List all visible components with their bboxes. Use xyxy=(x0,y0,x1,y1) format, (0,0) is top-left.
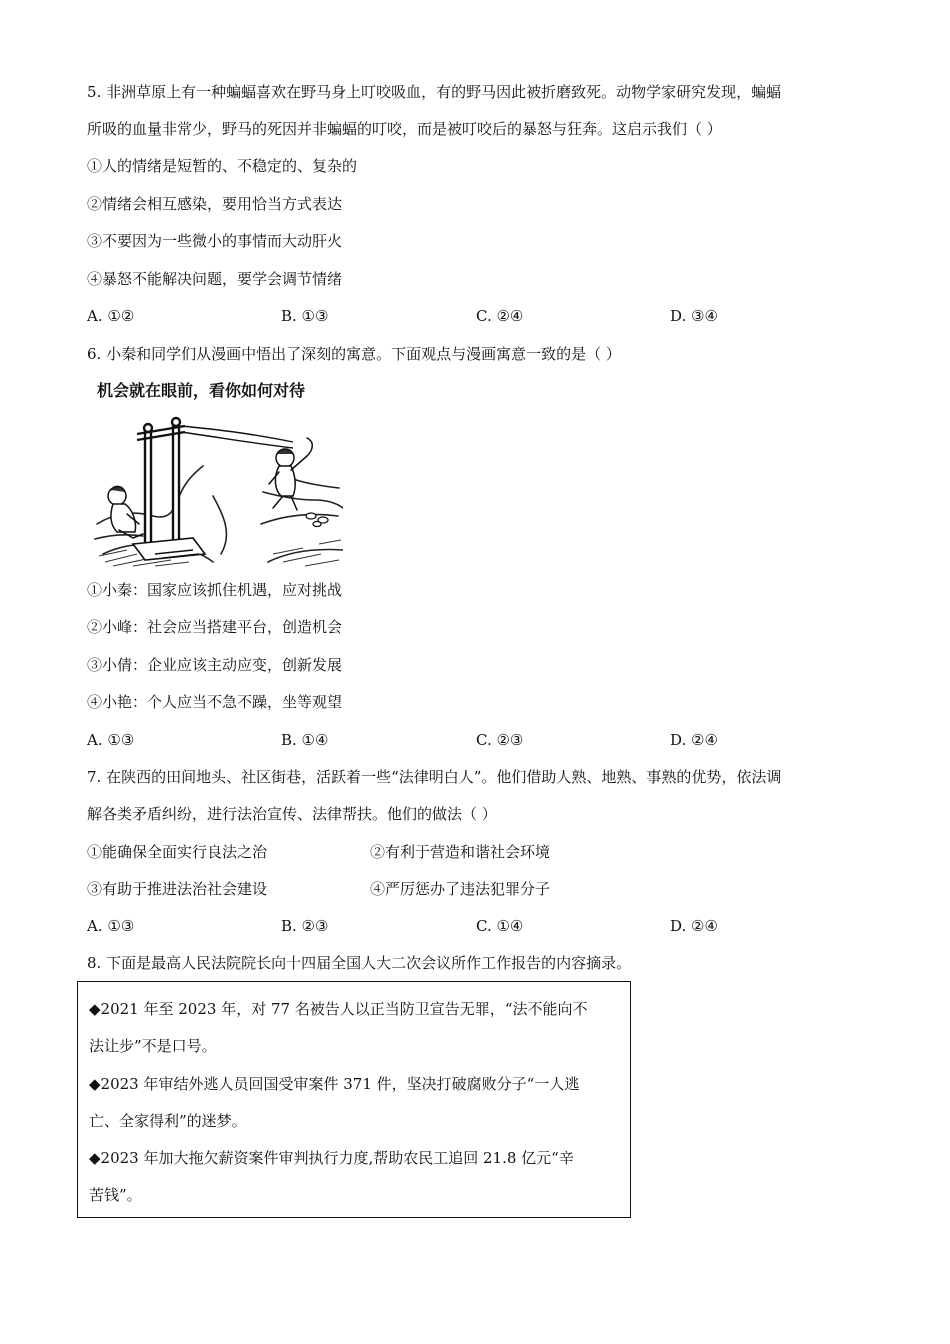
q7-item-2: ②有利于营造和谐社会环境 xyxy=(370,843,551,861)
cartoon-illustration xyxy=(93,404,343,570)
q7-stem-line-1: 7. 在陕西的田间地头、社区街巷，活跃着一些“法律明白人”。他们借助人熟、地熟、事熟的优势，依法调 xyxy=(87,768,782,786)
cartoon-caption: 机会就在眼前，看你如何对待 xyxy=(97,381,306,400)
q5-item-2: ②情绪会相互感染，要用恰当方式表达 xyxy=(87,195,343,213)
q7-item-3: ③有助于推进法治社会建设 xyxy=(87,880,268,898)
q5-option-b: B. ①③ xyxy=(281,307,329,325)
q5-stem-line-2: 所吸的血量非常少，野马的死因并非蝙蝠的叮咬，而是被叮咬后的暴怒与狂奔。这启示我们（ ） xyxy=(87,120,722,138)
q6-item-3: ③小倩：企业应该主动应变，创新发展 xyxy=(87,656,343,674)
q6-stem: 6. 小秦和同学们从漫画中悟出了深刻的寓意。下面观点与漫画寓意一致的是（ ） xyxy=(87,345,621,363)
q5-option-c: C. ②④ xyxy=(476,307,524,325)
q7-option-d: D. ②④ xyxy=(670,917,718,935)
excerpt-line-5: ◆2023 年加大拖欠薪资案件审判执行力度,帮助农民工追回 21.8 亿元“辛 xyxy=(89,1149,574,1167)
q7-option-a: A. ①③ xyxy=(87,917,135,935)
q5-item-1: ①人的情绪是短暂的、不稳定的、复杂的 xyxy=(87,157,358,175)
excerpt-line-2: 法让步”不是口号。 xyxy=(89,1037,217,1055)
q5-option-a: A. ①② xyxy=(87,307,135,325)
excerpt-line-3: ◆2023 年审结外逃人员回国受审案件 371 件，坚决打破腐败分子“一人逃 xyxy=(89,1075,580,1093)
excerpt-line-6: 苦钱”。 xyxy=(89,1186,142,1204)
q6-option-b: B. ①④ xyxy=(281,731,329,749)
q8-stem: 8. 下面是最高人民法院院长向十四届全国人大二次会议所作工作报告的内容摘录。 xyxy=(87,954,632,972)
q7-option-c: C. ①④ xyxy=(476,917,524,935)
q7-item-1: ①能确保全面实行良法之治 xyxy=(87,843,268,861)
q7-item-4: ④严厉惩办了违法犯罪分子 xyxy=(370,880,551,898)
q6-item-1: ①小秦：国家应该抓住机遇，应对挑战 xyxy=(87,581,343,599)
q7-option-b: B. ②③ xyxy=(281,917,329,935)
q6-option-d: D. ②④ xyxy=(670,731,718,749)
q5-item-4: ④暴怒不能解决问题，要学会调节情绪 xyxy=(87,270,343,288)
q6-option-c: C. ②③ xyxy=(476,731,524,749)
excerpt-line-4: 亡、全家得利”的迷梦。 xyxy=(89,1112,247,1130)
q5-option-d: D. ③④ xyxy=(670,307,718,325)
q5-stem-line-1: 5. 非洲草原上有一种蝙蝠喜欢在野马身上叮咬吸血，有的野马因此被折磨致死。动物学家研究发现，蝙蝠 xyxy=(87,83,782,101)
q6-item-4: ④小艳：个人应当不急不躁，坐等观望 xyxy=(87,693,343,711)
excerpt-line-1: ◆2021 年至 2023 年，对 77 名被告人以正当防卫宣告无罪，“法不能向不 xyxy=(89,1000,588,1018)
report-excerpt-box xyxy=(77,981,631,1218)
q5-item-3: ③不要因为一些微小的事情而大动肝火 xyxy=(87,232,343,250)
q6-option-a: A. ①③ xyxy=(87,731,135,749)
q6-item-2: ②小峰：社会应当搭建平台，创造机会 xyxy=(87,618,343,636)
q7-stem-line-2: 解各类矛盾纠纷，进行法治宣传、法律帮扶。他们的做法（ ） xyxy=(87,805,497,823)
